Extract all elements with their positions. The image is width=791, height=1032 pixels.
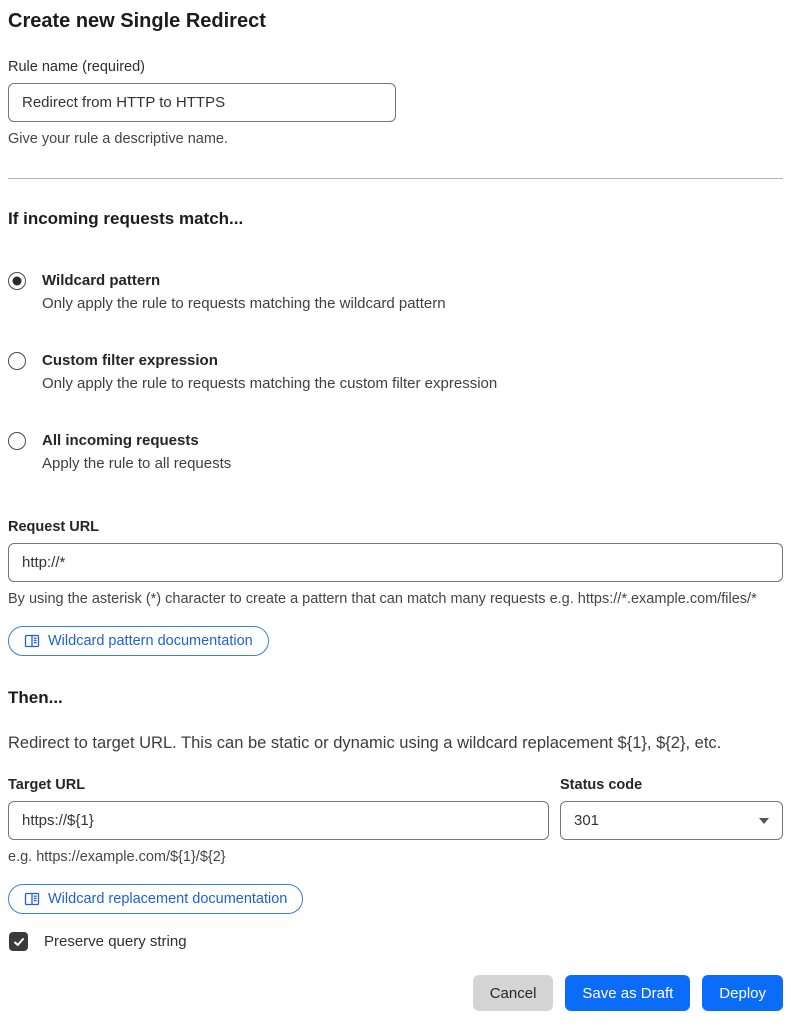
radio-option-description: Apply the rule to all requests bbox=[42, 455, 232, 472]
match-section bbox=[8, 209, 783, 473]
request-url-field-group bbox=[8, 519, 783, 656]
rule-name-helper: Give your rule a descriptive name. bbox=[8, 131, 229, 147]
deploy-button[interactable]: Deploy bbox=[702, 975, 783, 1011]
radio-option-label: Wildcard pattern bbox=[42, 272, 161, 289]
doc-button-label: Wildcard pattern documentation bbox=[48, 633, 253, 649]
status-code-select[interactable] bbox=[560, 801, 783, 840]
radio-button[interactable] bbox=[8, 352, 26, 370]
status-code-field-group bbox=[560, 777, 783, 868]
radio-button[interactable] bbox=[8, 272, 26, 290]
radio-option-description: Only apply the rule to requests matching the custom filter expression bbox=[42, 375, 498, 392]
wildcard-replacement-docs-button[interactable] bbox=[8, 884, 303, 914]
page-title: Create new Single Redirect bbox=[8, 10, 266, 32]
wildcard-pattern-docs-button[interactable] bbox=[8, 626, 269, 656]
doc-button-label: Wildcard replacement documentation bbox=[48, 891, 288, 907]
status-code-value: 301 bbox=[574, 812, 600, 829]
target-url-label: Target URL bbox=[8, 777, 86, 793]
radio-option-label: All incoming requests bbox=[42, 432, 199, 449]
preserve-query-string-checkbox-row[interactable] bbox=[8, 932, 783, 951]
footer-actions bbox=[8, 975, 783, 1011]
section-divider bbox=[8, 178, 783, 179]
chevron-down-icon bbox=[759, 818, 769, 824]
cancel-button[interactable]: Cancel bbox=[473, 975, 554, 1011]
target-url-input[interactable] bbox=[8, 801, 549, 840]
radio-option-label: Custom filter expression bbox=[42, 352, 218, 369]
radio-button[interactable] bbox=[8, 432, 26, 450]
target-url-field-group bbox=[8, 777, 549, 868]
match-section-heading: If incoming requests match... bbox=[8, 209, 244, 228]
save-as-draft-button[interactable]: Save as Draft bbox=[565, 975, 690, 1011]
rule-name-field-group bbox=[8, 59, 783, 150]
book-icon bbox=[24, 633, 40, 649]
rule-name-label: Rule name (required) bbox=[8, 59, 146, 75]
radio-option-description: Only apply the rule to requests matching the wildcard pattern bbox=[42, 295, 446, 312]
radio-option-all-requests[interactable] bbox=[8, 431, 783, 473]
target-url-helper: e.g. https://example.com/${1}/${2} bbox=[8, 849, 226, 865]
target-status-row bbox=[8, 777, 783, 868]
then-section-description: Redirect to target URL. This can be static or dynamic using a wildcard replacement ${1}, ${2}, etc. bbox=[8, 734, 722, 752]
radio-option-custom-filter[interactable] bbox=[8, 351, 783, 393]
rule-name-input[interactable] bbox=[8, 83, 396, 122]
book-icon bbox=[24, 891, 40, 907]
request-url-input[interactable] bbox=[8, 543, 783, 582]
status-code-label: Status code bbox=[560, 777, 643, 793]
request-url-label: Request URL bbox=[8, 519, 100, 535]
checkbox-checked[interactable] bbox=[9, 932, 28, 951]
checkbox-label: Preserve query string bbox=[44, 933, 187, 950]
then-section-heading: Then... bbox=[8, 688, 63, 707]
radio-option-wildcard-pattern[interactable] bbox=[8, 271, 783, 313]
request-url-helper: By using the asterisk (*) character to create a pattern that can match many requests e.g. https://*.example.com/files/* bbox=[8, 591, 757, 607]
match-radio-group bbox=[8, 271, 783, 473]
